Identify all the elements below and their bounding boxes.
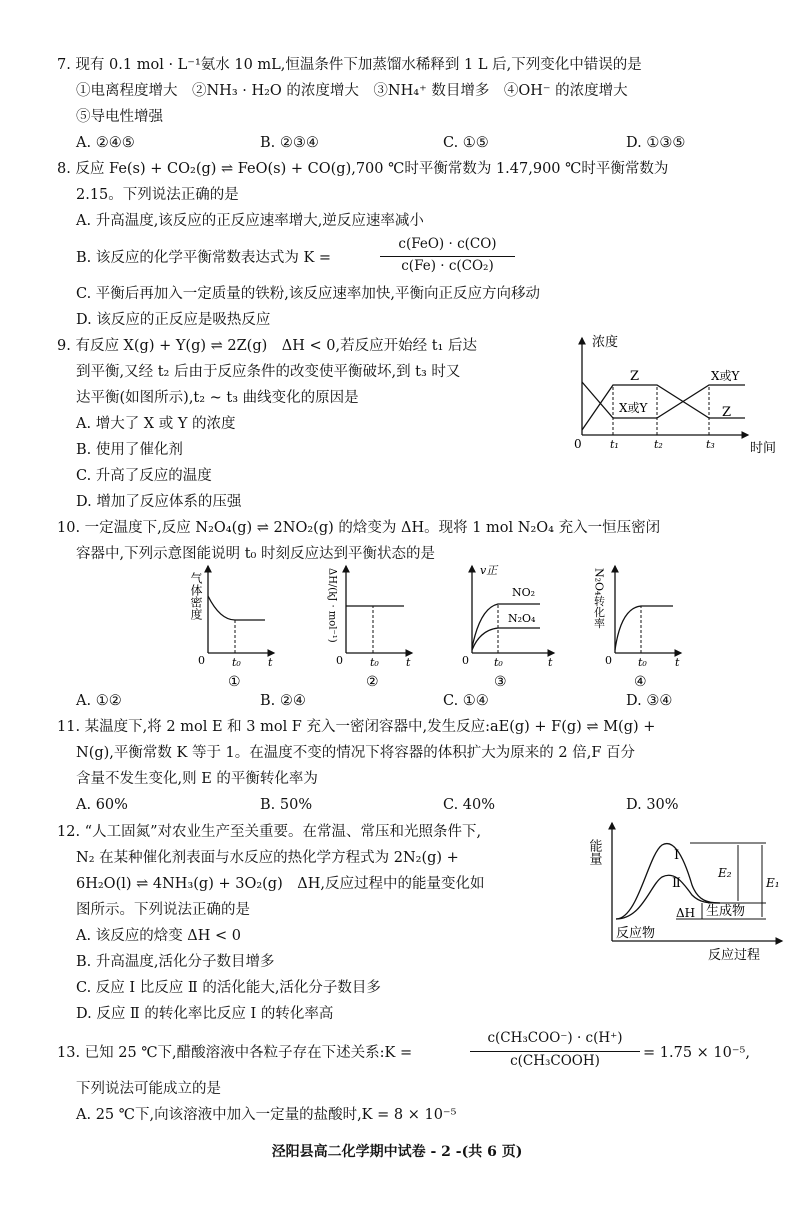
q10-g4-y-label: N₂O₄转化率	[592, 568, 606, 629]
q13-stem-suffix: = 1.75 × 10⁻⁵,	[643, 1045, 750, 1061]
q7-option-a: A. ②④⑤	[76, 135, 135, 151]
q12-e2-label: E₂	[718, 866, 732, 880]
q10-g1-origin: 0	[198, 654, 205, 667]
q12-option-a: A. 该反应的焓变 ΔH < 0	[76, 928, 242, 944]
q11-option-d: D. 30%	[626, 797, 679, 813]
q12-e1-label: E₁	[766, 876, 780, 890]
q10-graph-1-density	[180, 558, 280, 690]
q10-graph-3-rate	[450, 558, 560, 690]
q8-option-c: C. 平衡后再加入一定质量的铁粉,该反应速率加快,平衡向正反应方向移动	[76, 286, 541, 302]
q10-g4-number: ④	[634, 674, 647, 690]
q9-option-b: B. 使用了催化剂	[76, 442, 183, 458]
q11-option-b: B. 50%	[260, 797, 313, 813]
q13-fraction-bar	[470, 1051, 640, 1052]
q12-option-c: C. 反应 Ⅰ 比反应 Ⅱ 的活化能大,活化分子数目多	[76, 980, 381, 996]
q8-k-denominator: c(Fe) · c(CO₂)	[401, 258, 494, 274]
q10-g2-y-label: ΔH/(kJ · mol⁻¹)	[326, 568, 338, 643]
q10-g4-origin: 0	[605, 654, 612, 667]
q10-g2-origin: 0	[336, 654, 343, 667]
q9-y-label: 浓度	[592, 335, 619, 350]
q12-y-label: 能量	[586, 839, 602, 865]
q10-g3-series1-label: NO₂	[512, 586, 536, 599]
q9-xy-label: X或Y	[619, 401, 648, 415]
q9-concentration-graph	[570, 330, 790, 460]
q9-z-label-right: Z	[722, 405, 732, 420]
q10-g3-number: ③	[494, 674, 507, 690]
q13-k-denominator: c(CH₃COOH)	[510, 1053, 600, 1069]
q10-g3-t0: t₀	[494, 656, 503, 669]
q7-option-b: B. ②③④	[260, 135, 319, 151]
q10-stem-line2: 容器中,下列示意图能说明 t₀ 时刻反应达到平衡状态的是	[76, 546, 435, 562]
q12-product-label: 生成物	[706, 904, 746, 919]
q9-z-label: Z	[630, 369, 640, 384]
q7-option-c: C. ①⑤	[443, 135, 489, 151]
q12-x-label: 反应过程	[708, 948, 761, 963]
q12-option-b: B. 升高温度,活化分子数目增多	[76, 954, 275, 970]
q9-z-curve	[582, 385, 745, 430]
q10-stem-line1: 10. 一定温度下,反应 N₂O₄(g) ⇌ 2NO₂(g) 的焓变为 ΔH。现将 1 mol N₂O₄ 充入一恒压密闭	[57, 520, 661, 536]
q10-option-a: A. ①②	[76, 693, 122, 709]
q12-stem-line1: 12. “人工固氮”对农业生产至关重要。在常温、常压和光照条件下,	[57, 824, 482, 840]
q11-stem-line3: 含量不发生变化,则 E 的平衡转化率为	[76, 771, 318, 787]
q10-g4-curve	[615, 606, 673, 650]
q9-stem-line2: 到平衡,又经 t₂ 后由于反应条件的改变使平衡破坏,到 t₃ 时又	[76, 364, 461, 380]
q10-graph-2-enthalpy	[318, 558, 418, 690]
q12-curve-2	[616, 875, 720, 919]
q10-g2-t: t	[406, 656, 411, 669]
q10-option-c: C. ①④	[443, 693, 489, 709]
q10-g4-t0: t₀	[638, 656, 647, 669]
q10-g3-y-label: v正	[480, 564, 498, 577]
q9-t1-label: t₁	[610, 438, 619, 451]
q9-xy-curve	[582, 382, 745, 418]
q10-option-b: B. ②④	[260, 693, 306, 709]
q10-g2-number: ②	[366, 674, 379, 690]
q12-curve-1-label: Ⅰ	[674, 848, 680, 863]
q10-g3-origin: 0	[462, 654, 469, 667]
q10-g4-t: t	[675, 656, 680, 669]
q13-k-numerator: c(CH₃COO⁻) · c(H⁺)	[487, 1030, 623, 1046]
q9-option-d: D. 增加了反应体系的压强	[76, 494, 242, 510]
q9-t3-label: t₃	[706, 438, 715, 451]
q10-g3-n2o4-curve	[472, 628, 540, 650]
q7-stem-line2: ①电离程度增大 ②NH₃ · H₂O 的浓度增大 ③NH₄⁺ 数目增多 ④OH⁻ 的浓度增大	[76, 83, 628, 99]
q10-g1-y-label: 气体密度	[189, 572, 203, 620]
q9-t2-label: t₂	[654, 438, 663, 451]
q12-stem-line3: 6H₂O(l) ⇌ 4NH₃(g) + 3O₂(g) ΔH,反应过程中的能量变化如	[76, 876, 485, 892]
q13-option-a: A. 25 ℃下,向该溶液中加入一定量的盐酸时,K = 8 × 10⁻⁵	[76, 1107, 457, 1123]
q8-stem-line2: 2.15。下列说法正确的是	[76, 187, 239, 203]
q12-curve-1	[616, 844, 720, 919]
q8-option-b-prefix: B. 该反应的化学平衡常数表达式为 K =	[76, 250, 332, 266]
q8-k-numerator: c(FeO) · c(CO)	[398, 236, 497, 252]
q10-g1-number: ①	[228, 674, 241, 690]
page-footer: 泾阳县高二化学期中试卷 - 2 -(共 6 页)	[271, 1144, 523, 1160]
q8-option-d: D. 该反应的正反应是吸热反应	[76, 312, 271, 328]
q12-stem-line4: 图所示。下列说法正确的是	[76, 902, 250, 918]
q10-g3-t: t	[548, 656, 553, 669]
q10-g1-curve	[208, 596, 265, 620]
q9-origin: 0	[574, 437, 582, 451]
q10-option-d: D. ③④	[626, 693, 673, 709]
q10-g2-t0: t₀	[370, 656, 379, 669]
q13-stem-line2: 下列说法可能成立的是	[76, 1081, 221, 1097]
q8-fraction-bar	[380, 256, 515, 257]
q12-energy-diagram	[586, 815, 790, 965]
q10-g3-series2-label: N₂O₄	[508, 612, 536, 625]
q12-reactant-label: 反应物	[616, 926, 656, 941]
q8-option-a: A. 升高温度,该反应的正反应速率增大,逆反应速率减小	[76, 213, 424, 229]
q9-stem-line1: 9. 有反应 X(g) + Y(g) ⇌ 2Z(g) ΔH < 0,若反应开始经 t₁ 后达	[57, 338, 477, 354]
q8-stem-line1: 8. 反应 Fe(s) + CO₂(g) ⇌ FeO(s) + CO(g),700 ℃时平衡常数为 1.47,900 ℃时平衡常数为	[57, 161, 669, 177]
q12-curve-2-label: Ⅱ	[672, 876, 681, 891]
q11-stem-line1: 11. 某温度下,将 2 mol E 和 3 mol F 充入一密闭容器中,发生反应:aE(g) + F(g) ⇌ M(g) +	[57, 719, 656, 735]
q7-stem-line3: ⑤导电性增强	[76, 109, 163, 125]
q7-stem-line1: 7. 现有 0.1 mol · L⁻¹氨水 10 mL,恒温条件下加蒸馏水稀释到 1 L 后,下列变化中错误的是	[57, 57, 642, 73]
q11-option-c: C. 40%	[443, 797, 496, 813]
q10-g3-no2-curve	[472, 604, 540, 648]
q10-graph-4-conversion	[585, 558, 685, 690]
q10-g1-t0: t₀	[232, 656, 241, 669]
q10-g1-t: t	[268, 656, 273, 669]
q12-option-d: D. 反应 Ⅱ 的转化率比反应 Ⅰ 的转化率高	[76, 1006, 334, 1022]
q9-option-a: A. 增大了 X 或 Y 的浓度	[76, 416, 236, 432]
q12-dh-label: ΔH	[676, 906, 696, 920]
q11-stem-line2: N(g),平衡常数 K 等于 1。在温度不变的情况下将容器的体积扩大为原来的 2 倍,F 百分	[76, 745, 635, 761]
q9-stem-line3: 达平衡(如图所示),t₂ ~ t₃ 曲线变化的原因是	[76, 390, 359, 406]
q9-x-label: 时间	[750, 441, 777, 456]
q7-option-d: D. ①③⑤	[626, 135, 686, 151]
q11-option-a: A. 60%	[76, 797, 128, 813]
q9-option-c: C. 升高了反应的温度	[76, 468, 212, 484]
q9-xy-label-right: X或Y	[711, 369, 740, 383]
q13-stem-prefix: 13. 已知 25 ℃下,醋酸溶液中各粒子存在下述关系:K =	[57, 1045, 413, 1061]
q12-stem-line2: N₂ 在某种催化剂表面与水反应的热化学方程式为 2N₂(g) +	[76, 850, 459, 866]
